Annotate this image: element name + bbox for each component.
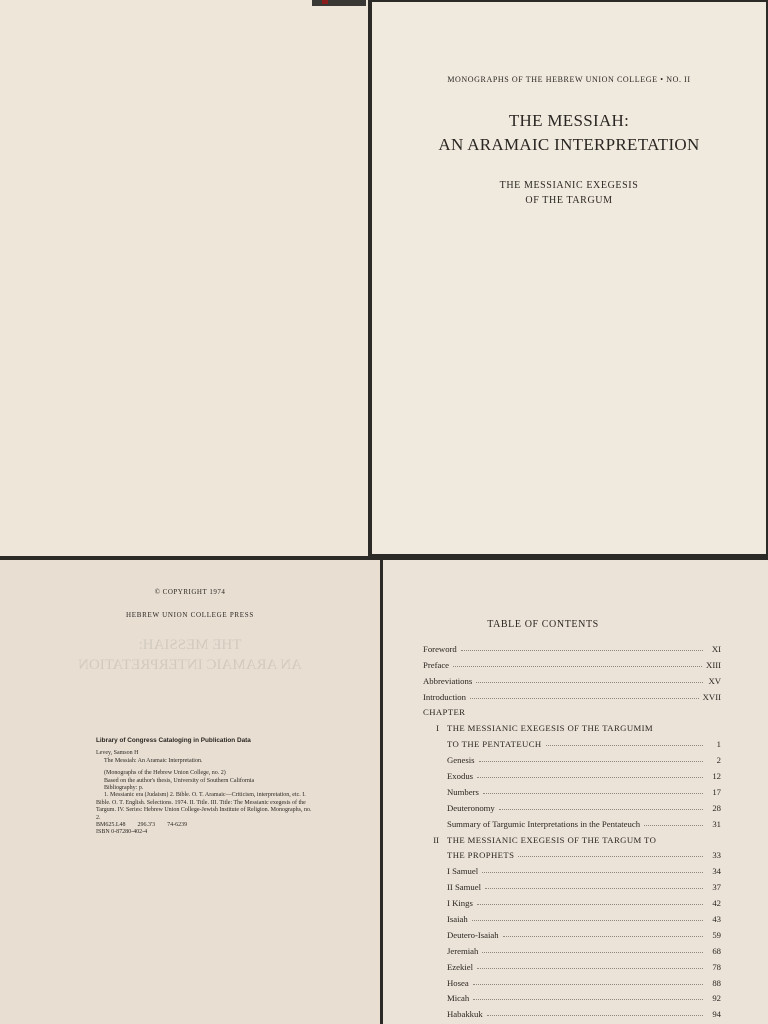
contents-page — [383, 560, 768, 1024]
toc-entry: Isaiah 43 — [447, 914, 721, 925]
subtitle-line-1: THE MESSIANIC EXEGESIS — [499, 180, 639, 191]
copyright-page — [0, 560, 380, 1024]
title-line-1: THE MESSIAH: — [508, 111, 630, 130]
toc-entry-foreword: Foreword XI — [423, 643, 721, 654]
cip-subjects: 1. Messianic era (Judaism) 2. Bible. O. T. Aramaic—Criticism, interpretation, etc. I. Bible. O. T. English. Selections. 1974. II. Title. III. Title: The Messianic exegesis of the Targum. IV. Series: Hebrew Union College-Jewish Institute of Religion. Monographs, no. 2. — [96, 792, 312, 821]
cip-bibliography: Bibliography: p. — [104, 785, 144, 792]
chapter-label: CHAPTER — [423, 707, 466, 718]
toc-entry: Micah 92 — [447, 993, 721, 1004]
publisher-name: HEBREW UNION COLLEGE PRESS — [126, 611, 254, 619]
cip-isbn: ISBN 0-87280-402-4 — [96, 829, 148, 836]
blank-page — [0, 0, 368, 556]
toc-entry: Deuteronomy 28 — [447, 802, 721, 813]
cip-heading: Library of Congress Cataloging in Publication Data — [96, 737, 251, 744]
copyright-notice: © COPYRIGHT 1974 — [154, 588, 226, 596]
toc-entry: Jeremiah 68 — [447, 945, 721, 956]
title-page — [372, 2, 766, 554]
toc-list — [423, 638, 721, 1019]
toc-entry-abbreviations: Abbreviations XV — [423, 675, 721, 686]
toc-chapter-1-line1: I THE MESSIANIC EXEGESIS OF THE TARGUMIM — [436, 723, 654, 734]
cip-block — [96, 737, 314, 837]
toc-entry: II Samuel 37 — [447, 882, 721, 893]
toc-entry-introduction: Introduction XVII — [423, 691, 721, 702]
cip-author: Levey, Samson H — [96, 750, 139, 757]
cip-call-numbers: BM625.L48 296.3'3 74-6239 — [96, 822, 188, 829]
toc-entry-preface: Preface XIII — [423, 659, 721, 670]
toc-chapter-2-line2: THE PROPHETS 33 — [447, 850, 721, 861]
book-subtitle — [372, 178, 766, 208]
cip-thesis: Based on the author's thesis, University of Southern California — [104, 777, 255, 784]
toc-entry: Exodus 12 — [447, 771, 721, 782]
toc-entry: I Kings 42 — [447, 898, 721, 909]
book-title — [372, 109, 766, 157]
toc-entry: Summary of Targumic Interpretations in the Pentateuch 31 — [447, 818, 721, 829]
toc-entry: Deutero-Isaiah 59 — [447, 929, 721, 940]
toc-entry: I Samuel 34 — [447, 866, 721, 877]
toc-entry: Genesis 2 — [447, 755, 721, 766]
toc-chapter-2-line1: II THE MESSIANIC EXEGESIS OF THE TARGUM TO — [433, 834, 657, 845]
cip-series: (Monographs of the Hebrew Union College, no. 2) — [104, 770, 226, 777]
series-line: MONOGRAPHS OF THE HEBREW UNION COLLEGE • NO. II — [447, 75, 691, 84]
cip-title: The Messiah: An Aramaic Interpretation. — [104, 757, 203, 764]
toc-chapter-1-line2: TO THE PENTATEUCH 1 — [447, 739, 721, 750]
toc-entry: Numbers 17 — [447, 786, 721, 797]
toc-entry: Ezekiel 78 — [447, 961, 721, 972]
toc-heading: TABLE OF CONTENTS — [487, 619, 599, 630]
toc-entry: Habakkuk 94 — [447, 1009, 721, 1020]
subtitle-line-2: OF THE TARGUM — [525, 195, 613, 206]
binding-edge — [312, 0, 366, 6]
title-line-2: AN ARAMAIC INTERPRETATION — [438, 135, 700, 154]
show-through-text: THE MESSIAH: AN ARAMAIC INTERPRETATION — [78, 637, 302, 673]
toc-entry: Hosea 88 — [447, 977, 721, 988]
bookmark-ribbon — [322, 0, 328, 4]
